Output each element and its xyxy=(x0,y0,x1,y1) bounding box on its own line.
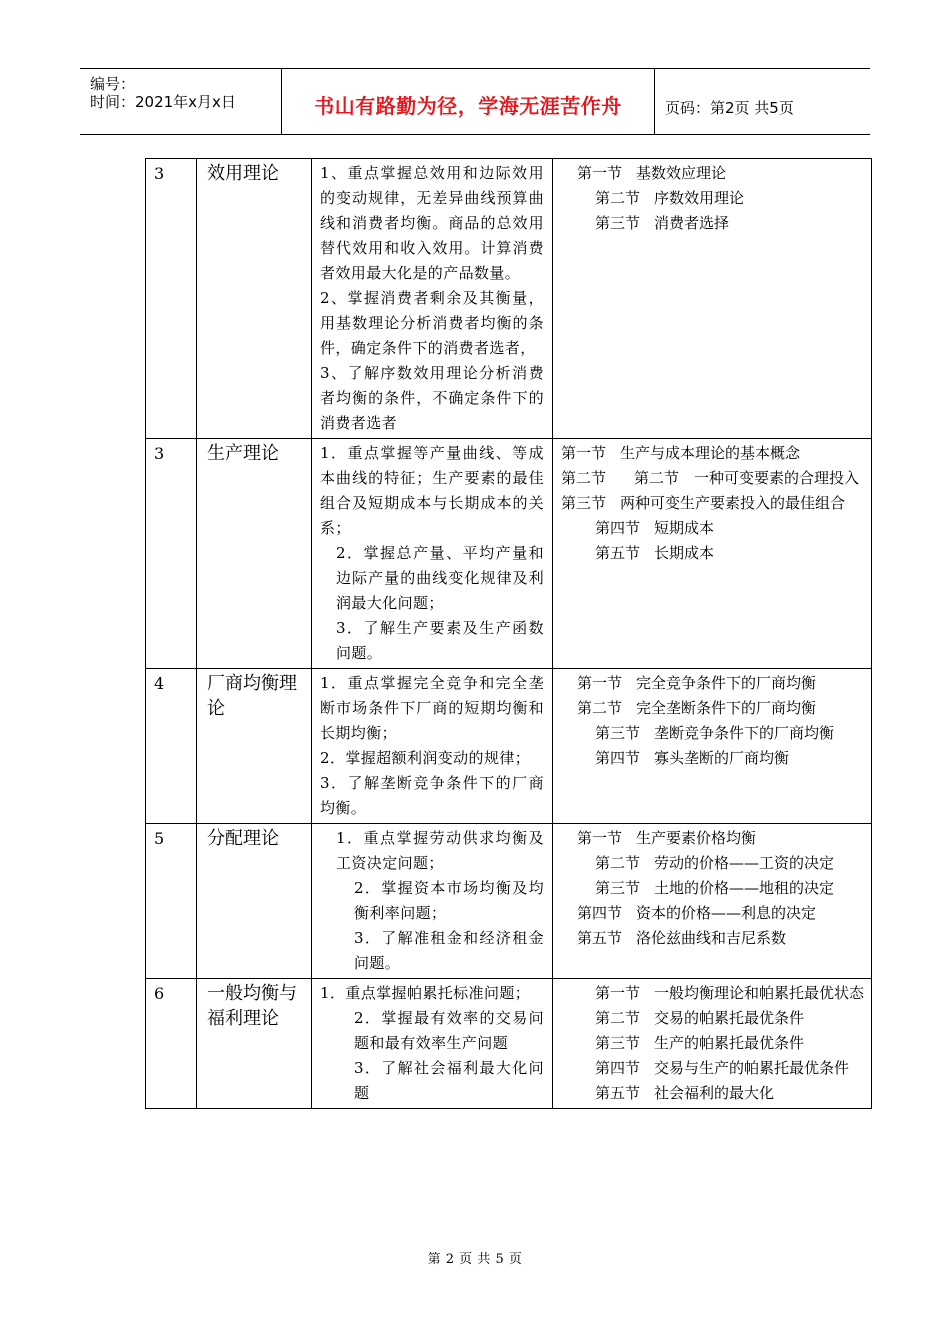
time-label: 时间：2021年x月x日 xyxy=(90,93,236,111)
chapter-requirements xyxy=(312,159,560,439)
code-label: 编号： xyxy=(90,75,136,93)
section-item: 第一节 生产与成本理论的基本概念 xyxy=(561,444,801,462)
section-item: 第一节 生产要素价格均衡 xyxy=(577,829,757,847)
requirement-item: 1、重点掌握总效用和边际效用的变动规律，无差异曲线预算曲线和消费者均衡。商品的总效用 替代效用和收入效用。计算消费者效用最大化是的产品数量。 xyxy=(320,164,560,282)
requirement-item: 3、了解序数效用理论分析消费者均衡的条件，不确定条件下的消费者选者 xyxy=(320,364,544,432)
page-info: 页码：第2页 共5页 xyxy=(665,99,794,117)
chapter-topic: 一般均衡与福利理论 xyxy=(197,979,312,1109)
section-item: 第五节 长期成本 xyxy=(595,544,715,562)
requirement-item: 2．掌握资本市场均衡及均衡利率问题； xyxy=(354,879,544,922)
chapter-requirements xyxy=(312,824,553,979)
chapter-number: 3 xyxy=(146,439,197,669)
chapter-requirements xyxy=(312,979,553,1109)
page-footer: 第 2 页 共 5 页 xyxy=(427,1252,523,1267)
section-item: 第一节 一般均衡理论和帕累托最优状态 xyxy=(595,984,865,1002)
requirement-item: 1．重点掌握帕累托标准问题； xyxy=(320,984,531,1002)
chapter-number: 4 xyxy=(146,669,197,824)
section-item: 第一节 基数效应理论 xyxy=(577,164,727,182)
section-item: 第三节 生产的帕累托最优条件 xyxy=(595,1034,805,1052)
table-row xyxy=(146,439,872,669)
chapter-requirements xyxy=(312,669,553,824)
section-item: 第四节 短期成本 xyxy=(595,519,715,537)
motto: 书山有路勤为径，学海无涯苦作舟 xyxy=(282,69,655,134)
section-item: 第三节 消费者选择 xyxy=(595,214,730,232)
section-item: 第二节 第二节 一种可变要素的合理投入 xyxy=(561,469,860,487)
requirement-item: 3．了解社会福利最大化问题 xyxy=(354,1059,544,1102)
section-item: 第五节 社会福利的最大化 xyxy=(595,1084,775,1102)
chapter-number: 5 xyxy=(146,824,197,979)
document-header xyxy=(80,68,870,135)
chapter-sections xyxy=(553,979,872,1109)
requirement-item: 1．重点掌握完全竞争和完全垄断市场条件下厂商的短期均衡和长期均衡； xyxy=(320,674,544,742)
requirement-item: 3．了解生产要素及生产函数问题。 xyxy=(336,619,544,662)
chapter-number: 6 xyxy=(146,979,197,1109)
section-item: 第一节 完全竞争条件下的厂商均衡 xyxy=(577,674,817,692)
table-row xyxy=(146,669,872,824)
chapter-topic: 生产理论 xyxy=(197,439,312,669)
chapter-requirements xyxy=(312,439,553,669)
syllabus-table xyxy=(145,158,872,1109)
chapter-number: 3 xyxy=(146,159,197,439)
chapter-topic: 效用理论 xyxy=(197,159,312,439)
requirement-item: 3．了解垄断竞争条件下的厂商均衡。 xyxy=(320,774,544,817)
chapter-sections xyxy=(553,824,872,979)
requirement-item: 2．掌握总产量、平均产量和边际产量的曲线变化规律及利润最大化问题； xyxy=(336,544,544,612)
table-row xyxy=(146,824,872,979)
section-item: 第三节 垄断竞争条件下的厂商均衡 xyxy=(595,724,835,742)
chapter-sections xyxy=(553,439,872,669)
chapter-sections xyxy=(553,669,872,824)
chapter-topic: 厂商均衡理论 xyxy=(197,669,312,824)
section-item: 第四节 资本的价格——利息的决定 xyxy=(577,904,817,922)
section-item: 第三节 两种可变生产要素投入的最佳组合 xyxy=(561,494,846,512)
section-item: 第二节 劳动的价格——工资的决定 xyxy=(595,854,835,872)
requirement-item: 3．了解准租金和经济租金问题。 xyxy=(354,929,544,972)
requirement-item: 2、掌握消费者剩余及其衡量，用基数理论分析消费者均衡的条件，确定条件下的消费者选者， xyxy=(320,289,544,357)
section-item: 第四节 交易与生产的帕累托最优条件 xyxy=(595,1059,850,1077)
requirement-item: 1．重点掌握劳动供求均衡及工资决定问题； xyxy=(336,829,544,872)
chapter-topic: 分配理论 xyxy=(197,824,312,979)
section-item: 第二节 序数效用理论 xyxy=(595,189,745,207)
section-item: 第二节 交易的帕累托最优条件 xyxy=(595,1009,805,1027)
section-item: 第四节 寡头垄断的厂商均衡 xyxy=(595,749,790,767)
header-meta-cell xyxy=(80,69,282,134)
requirement-item: 2．掌握超额利润变动的规律； xyxy=(320,749,531,767)
section-item: 第二节 完全垄断条件下的厂商均衡 xyxy=(577,699,817,717)
table-row xyxy=(146,159,872,439)
requirement-item: 1．重点掌握等产量曲线、等成本曲线的特征；生产要素的最佳组合及短期成本与长期成本的关系； xyxy=(320,444,544,537)
section-item: 第五节 洛伦兹曲线和吉尼系数 xyxy=(577,929,787,947)
section-item: 第三节 土地的价格——地租的决定 xyxy=(595,879,835,897)
requirement-item: 2．掌握最有效率的交易问题和最有效率生产问题 xyxy=(354,1009,544,1052)
table-row xyxy=(146,979,872,1109)
chapter-sections xyxy=(553,159,872,439)
